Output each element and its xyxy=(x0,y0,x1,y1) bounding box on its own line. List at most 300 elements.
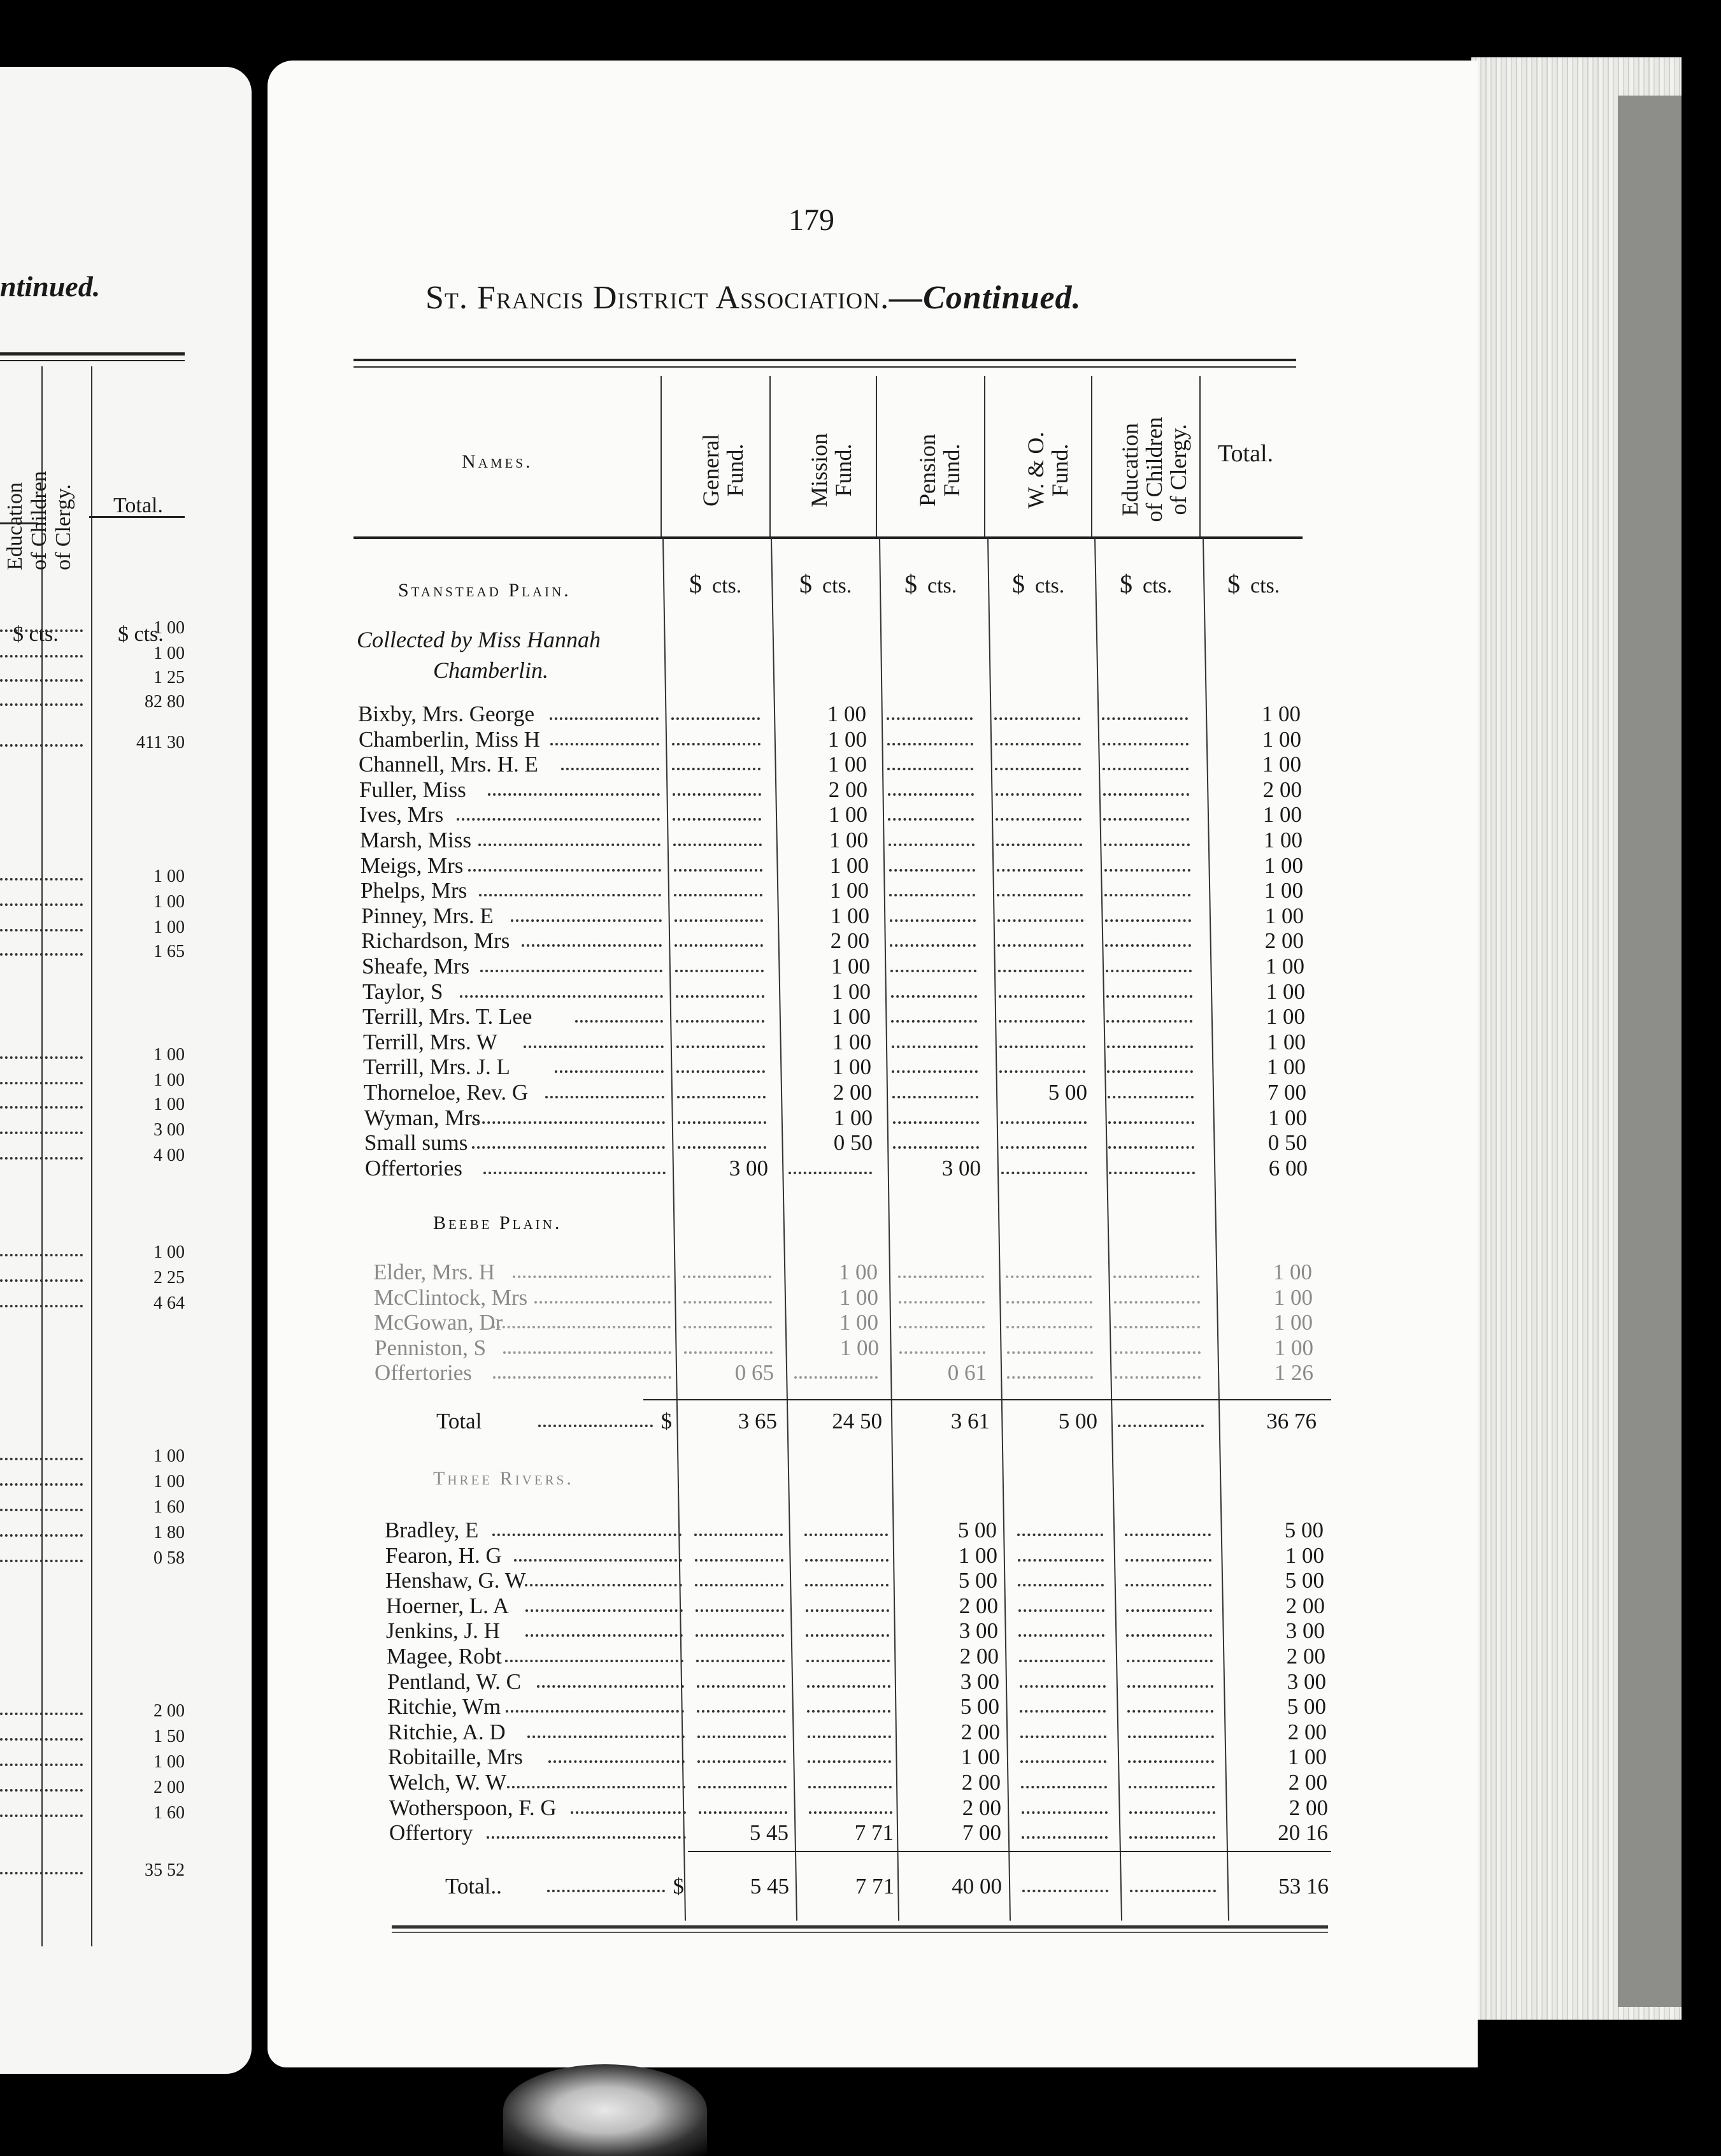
empty-cell-dots xyxy=(893,1106,979,1124)
empty-cell-dots xyxy=(1018,1569,1104,1586)
edu-header-line-2: of Children xyxy=(1141,417,1167,522)
empty-cell-dots xyxy=(889,828,975,846)
dot-leader xyxy=(511,904,662,922)
total-cell-total: 36 76 xyxy=(1266,1409,1317,1434)
empty-cell-dots xyxy=(891,1005,977,1023)
pension-fund-header xyxy=(915,406,964,534)
cents-label: cts. xyxy=(1250,574,1280,598)
empty-cell-dots xyxy=(996,778,1082,796)
dot-leader xyxy=(478,828,661,846)
empty-cell-dots xyxy=(1125,1544,1211,1562)
table-row xyxy=(0,828,1721,852)
empty-cell-dots xyxy=(1127,1670,1213,1688)
header-top-rule xyxy=(353,359,1296,361)
dot-leader xyxy=(492,1518,682,1536)
empty-cell-dots xyxy=(1017,1518,1103,1536)
empty-cell-dots xyxy=(673,778,761,796)
empty-cell-dots xyxy=(1103,752,1189,770)
table-row xyxy=(0,1005,1721,1029)
total-dollar-sign: $ xyxy=(673,1874,684,1899)
cell-total: 1 00 xyxy=(1266,1029,1306,1054)
table-row xyxy=(0,1055,1721,1079)
contributor-name: Ritchie, Wm xyxy=(387,1695,501,1720)
cell-mission: 1 00 xyxy=(827,726,867,752)
cell-pension: 5 00 xyxy=(957,1518,997,1542)
dot-leader xyxy=(503,1336,671,1354)
dot-leader xyxy=(488,778,660,796)
empty-cell-dots xyxy=(1108,1081,1194,1098)
empty-cell-dots xyxy=(1129,1796,1215,1814)
table-row xyxy=(0,1745,1721,1769)
empty-cell-dots xyxy=(675,904,763,922)
empty-cell-dots xyxy=(889,854,975,872)
section-total-row xyxy=(0,1874,1721,1899)
currency-label-pension xyxy=(904,569,957,599)
left-page-value: 411 30 xyxy=(136,733,185,752)
cell-total: 2 00 xyxy=(1285,1593,1325,1618)
table-row xyxy=(0,1260,1721,1284)
empty-cell-dots xyxy=(1108,1131,1194,1149)
table-row xyxy=(0,1720,1721,1744)
empty-cell-dots xyxy=(675,929,763,947)
empty-cell-dots xyxy=(1106,1005,1192,1023)
empty-cell-dots xyxy=(698,1771,787,1788)
cell-mission: 1 00 xyxy=(831,979,871,1004)
empty-cell-dots xyxy=(1114,1286,1200,1304)
empty-cell-dots xyxy=(809,1796,892,1814)
section-title-beebe: Beebe Plain. xyxy=(433,1212,562,1233)
table-row xyxy=(0,854,1721,878)
empty-cell-dots xyxy=(1006,1260,1092,1278)
currency-label-total xyxy=(1227,569,1280,599)
contributor-name: Ritchie, A. D xyxy=(388,1720,506,1744)
empty-cell-dots xyxy=(1128,1745,1214,1763)
cell-mission: 1 00 xyxy=(832,1054,871,1080)
left-page-value: 1 00 xyxy=(154,1045,185,1065)
pension-header-line-1: Pension xyxy=(915,434,940,507)
cell-total: 1 00 xyxy=(1264,878,1303,903)
dollar-sign: $ xyxy=(799,570,812,598)
empty-cell-dots xyxy=(887,752,973,770)
empty-cell-dots xyxy=(890,954,976,972)
empty-cell-dots xyxy=(890,904,976,922)
section-rule xyxy=(688,1851,1331,1852)
empty-cell-dots xyxy=(1006,1311,1092,1328)
contributor-name: Marsh, Miss xyxy=(360,828,472,852)
left-page-rule-thin xyxy=(0,360,185,361)
table-row xyxy=(0,1286,1721,1310)
education-fund-header xyxy=(1118,393,1190,546)
left-page-value: 1 00 xyxy=(154,1242,185,1262)
dollar-sign: $ xyxy=(904,570,917,598)
currency-label-general xyxy=(689,569,741,599)
empty-cell-dots xyxy=(888,803,974,821)
contributor-name: Offertories xyxy=(365,1156,462,1181)
contributor-name: Jenkins, J. H xyxy=(386,1619,500,1644)
total-cell-wo: 5 00 xyxy=(1058,1409,1097,1434)
empty-cell-dots xyxy=(683,1311,772,1328)
contributor-name: Penniston, S xyxy=(375,1335,487,1360)
left-page-value: 2 25 xyxy=(154,1268,185,1288)
table-row xyxy=(0,954,1721,979)
edu-header-line-1: Education xyxy=(1117,423,1143,516)
total-label: Total.. xyxy=(445,1874,502,1899)
collector-line-1: Collected by Miss Hannah xyxy=(357,627,601,652)
contributor-name: McClintock, Mrs xyxy=(374,1285,528,1310)
dot-leader xyxy=(561,752,660,770)
cell-total: 1 00 xyxy=(1265,954,1304,979)
table-row xyxy=(0,702,1721,726)
dollar-sign: $ xyxy=(1120,570,1132,598)
empty-cell-dots xyxy=(696,1619,784,1637)
cell-pension: 2 00 xyxy=(962,1795,1001,1820)
table-row xyxy=(0,1644,1721,1669)
currency-label-wo xyxy=(1012,569,1064,599)
dot-leader xyxy=(493,1361,672,1379)
contributor-name: Bixby, Mrs. George xyxy=(358,702,535,726)
dot-leader xyxy=(550,728,659,745)
pension-header-line-2: Fund. xyxy=(939,443,964,497)
empty-cell-dots xyxy=(676,980,764,998)
cell-total: 1 00 xyxy=(1268,1105,1307,1130)
contributor-name: Elder, Mrs. H xyxy=(373,1260,496,1284)
empty-cell-dots xyxy=(683,1260,771,1278)
total-label: Total xyxy=(436,1409,482,1434)
empty-cell-dots xyxy=(1115,1361,1201,1379)
cell-total: 1 00 xyxy=(1273,1310,1313,1335)
cell-pension: 3 00 xyxy=(959,1618,998,1644)
cell-mission: 1 00 xyxy=(829,878,869,903)
cell-total: 1 00 xyxy=(1266,1054,1306,1080)
dot-leader xyxy=(538,1409,653,1427)
empty-cell-dots xyxy=(677,1081,766,1098)
table-row xyxy=(0,1030,1721,1054)
cell-total: 2 00 xyxy=(1288,1770,1327,1795)
empty-cell-dots xyxy=(1104,854,1190,872)
left-page-value: 1 00 xyxy=(154,1095,185,1114)
left-page-value: 82 80 xyxy=(145,692,185,712)
empty-cell-dots xyxy=(1022,1874,1108,1892)
dot-leader xyxy=(537,1670,684,1688)
contributor-name: Henshaw, G. W xyxy=(385,1569,526,1593)
left-page-value: 1 00 xyxy=(154,1446,185,1466)
section-rule xyxy=(643,1399,1331,1400)
table-row xyxy=(0,1544,1721,1568)
left-page-dot-leader xyxy=(0,1509,83,1511)
dot-leader xyxy=(468,854,661,872)
cell-total: 1 00 xyxy=(1273,1260,1312,1284)
empty-cell-dots xyxy=(1108,1106,1194,1124)
table-row xyxy=(0,1081,1721,1105)
dot-leader xyxy=(479,879,662,896)
empty-cell-dots xyxy=(892,1081,978,1098)
left-page-value: 1 65 xyxy=(154,942,185,961)
contributor-name: Magee, Robt xyxy=(387,1644,502,1669)
empty-cell-dots xyxy=(674,879,762,896)
page-title xyxy=(425,279,1082,317)
empty-cell-dots xyxy=(806,1594,889,1612)
cell-total: 1 00 xyxy=(1262,726,1301,752)
empty-cell-dots xyxy=(676,1055,765,1073)
cell-total: 5 00 xyxy=(1287,1694,1326,1720)
contributor-name: Welch, W. W xyxy=(389,1771,507,1795)
empty-cell-dots xyxy=(676,1030,765,1048)
cell-mission: 1 00 xyxy=(829,828,868,852)
empty-cell-dots xyxy=(672,752,761,770)
left-page-value: 0 58 xyxy=(154,1548,185,1568)
contributor-name: Pentland, W. C xyxy=(387,1669,522,1694)
empty-cell-dots xyxy=(808,1745,891,1763)
empty-cell-dots xyxy=(1020,1670,1106,1688)
contributor-name: Thorneloe, Rev. G xyxy=(364,1081,529,1105)
empty-cell-dots xyxy=(675,954,764,972)
table-row xyxy=(0,1619,1721,1643)
empty-cell-dots xyxy=(1103,728,1189,745)
empty-cell-dots xyxy=(994,702,1080,720)
empty-cell-dots xyxy=(807,1695,890,1713)
empty-cell-dots xyxy=(1118,1409,1204,1427)
empty-cell-dots xyxy=(1022,1821,1108,1839)
table-bottom-rule xyxy=(392,1925,1328,1929)
contributor-name: Taylor, S xyxy=(362,979,443,1004)
scan-smudge xyxy=(503,2064,707,2156)
left-page-value: 1 00 xyxy=(154,1070,185,1090)
cell-pension: 5 00 xyxy=(960,1694,999,1720)
mission-header-line-1: Mission xyxy=(806,433,832,508)
dot-leader xyxy=(527,1720,685,1738)
table-row xyxy=(0,803,1721,827)
empty-cell-dots xyxy=(1126,1594,1212,1612)
header-column-line xyxy=(661,376,662,536)
contributor-name: Bradley, E xyxy=(385,1518,479,1542)
page-number: 179 xyxy=(789,203,834,237)
contributor-name: Fuller, Miss xyxy=(359,777,466,802)
header-column-line xyxy=(876,376,877,536)
dot-leader xyxy=(525,1594,683,1612)
empty-cell-dots xyxy=(898,1260,984,1278)
table-row xyxy=(0,1594,1721,1618)
cell-mission: 1 00 xyxy=(839,1335,879,1360)
cell-pension: 0 61 xyxy=(947,1360,987,1386)
empty-cell-dots xyxy=(1106,980,1192,998)
empty-cell-dots xyxy=(889,879,975,896)
table-row xyxy=(0,980,1721,1004)
dot-leader xyxy=(525,1619,683,1637)
cents-label: cts. xyxy=(1035,574,1065,598)
empty-cell-dots xyxy=(999,980,1085,998)
total-cell-general: 3 65 xyxy=(738,1409,777,1434)
left-page-dot-leader xyxy=(0,1458,83,1460)
empty-cell-dots xyxy=(999,1030,1085,1048)
left-page-dot-leader xyxy=(0,1483,83,1486)
empty-cell-dots xyxy=(1001,1156,1087,1174)
cell-total: 2 00 xyxy=(1264,928,1304,954)
empty-cell-dots xyxy=(996,828,1082,846)
cell-mission: 1 00 xyxy=(831,1004,871,1030)
contributor-name: Ives, Mrs xyxy=(359,803,444,828)
wo-header-line-2: Fund. xyxy=(1047,443,1073,497)
cell-mission: 1 00 xyxy=(839,1284,878,1310)
cell-pension: 2 00 xyxy=(959,1644,999,1669)
left-page-value: 4 64 xyxy=(154,1293,185,1313)
empty-cell-dots xyxy=(789,1156,872,1174)
cell-general: 0 65 xyxy=(734,1360,774,1386)
cell-total: 2 00 xyxy=(1289,1795,1328,1820)
cents-label: cts. xyxy=(927,574,957,598)
left-page-value: 1 00 xyxy=(154,643,185,663)
contributor-name: Offertories xyxy=(375,1361,472,1386)
cell-pension: 3 00 xyxy=(960,1669,999,1694)
dot-leader xyxy=(525,1569,683,1586)
left-page-dot-leader xyxy=(0,629,83,632)
left-page-value: 1 60 xyxy=(154,1497,185,1517)
cell-total: 2 00 xyxy=(1287,1719,1327,1744)
cell-pension: 1 00 xyxy=(958,1542,997,1568)
left-page-value: 3 00 xyxy=(154,1120,185,1140)
empty-cell-dots xyxy=(1113,1260,1199,1278)
wo-header-line-1: W. & O. xyxy=(1023,431,1048,509)
dot-leader xyxy=(487,1821,687,1839)
left-page-currency: $ cts. xyxy=(13,622,59,646)
contributor-name: Terrill, Mrs. T. Lee xyxy=(362,1005,532,1030)
contributor-name: Robitaille, Mrs xyxy=(388,1745,523,1770)
cell-pension: 2 00 xyxy=(959,1593,998,1618)
cell-total: 7 00 xyxy=(1267,1080,1306,1105)
empty-cell-dots xyxy=(997,929,1083,947)
empty-cell-dots xyxy=(998,954,1084,972)
left-page-rule xyxy=(0,352,185,356)
left-page-value: 1 00 xyxy=(154,866,185,886)
empty-cell-dots xyxy=(1109,1156,1195,1174)
cell-total: 1 00 xyxy=(1263,828,1303,852)
left-edu-line-3: of Clergy. xyxy=(52,484,75,570)
contributor-name: Pinney, Mrs. E xyxy=(361,903,494,928)
empty-cell-dots xyxy=(1114,1311,1200,1328)
empty-cell-dots xyxy=(1022,1796,1108,1814)
dot-leader xyxy=(514,1544,682,1562)
cell-total: 20 16 xyxy=(1278,1820,1328,1846)
dot-leader xyxy=(483,1156,666,1174)
cents-label: cts. xyxy=(822,574,852,598)
contributor-name: Small sums xyxy=(364,1131,468,1156)
cell-pension: 7 00 xyxy=(962,1820,1001,1846)
empty-cell-dots xyxy=(1105,904,1191,922)
empty-cell-dots xyxy=(1020,1720,1106,1738)
mission-fund-header xyxy=(807,406,855,534)
contributor-name: Meigs, Mrs xyxy=(361,853,464,878)
cell-mission: 1 00 xyxy=(828,802,868,828)
empty-cell-dots xyxy=(995,752,1081,770)
cell-mission: 1 00 xyxy=(827,701,866,726)
left-page-value: 1 50 xyxy=(154,1727,185,1746)
collector-note xyxy=(357,624,601,686)
left-page-value: 1 60 xyxy=(154,1803,185,1823)
empty-cell-dots xyxy=(673,803,761,821)
table-row xyxy=(0,1670,1721,1694)
header-column-line xyxy=(984,376,985,536)
total-header: Total. xyxy=(1218,440,1274,467)
cell-total: 1 00 xyxy=(1287,1744,1327,1770)
empty-cell-dots xyxy=(996,803,1082,821)
empty-cell-dots xyxy=(1104,828,1190,846)
general-fund-header xyxy=(699,406,747,534)
cell-mission: 1 00 xyxy=(832,1029,871,1054)
empty-cell-dots xyxy=(899,1311,985,1328)
empty-cell-dots xyxy=(673,828,762,846)
cell-total: 3 00 xyxy=(1287,1669,1326,1694)
wo-fund-header xyxy=(1024,406,1072,534)
left-page-dot-leader xyxy=(0,1254,83,1256)
cell-mission: 1 00 xyxy=(838,1260,878,1284)
dot-leader xyxy=(522,929,662,947)
cell-total: 1 00 xyxy=(1266,979,1305,1004)
contributor-name: Chamberlin, Miss H xyxy=(359,727,540,752)
empty-cell-dots xyxy=(1019,1644,1105,1662)
empty-cell-dots xyxy=(806,1644,890,1662)
empty-cell-dots xyxy=(899,1336,985,1354)
header-top-rule-thin xyxy=(353,366,1296,368)
cell-mission: 1 00 xyxy=(839,1310,878,1335)
header-column-line xyxy=(1091,376,1092,536)
cell-total: 0 50 xyxy=(1268,1130,1307,1156)
empty-cell-dots xyxy=(887,702,973,720)
empty-cell-dots xyxy=(678,1131,766,1149)
table-row xyxy=(0,1361,1721,1385)
table-row xyxy=(0,752,1721,777)
dot-leader xyxy=(550,702,659,720)
left-edu-line-2: of Children xyxy=(27,471,51,570)
cell-total: 1 00 xyxy=(1285,1542,1324,1568)
table-row xyxy=(0,879,1721,903)
empty-cell-dots xyxy=(684,1336,773,1354)
cell-total: 1 26 xyxy=(1274,1360,1313,1386)
total-dollar-sign: $ xyxy=(661,1409,672,1434)
table-row xyxy=(0,1771,1721,1795)
empty-cell-dots xyxy=(699,1796,787,1814)
left-page-value: 2 00 xyxy=(154,1701,185,1721)
contributor-name: Wyman, Mrs xyxy=(364,1105,481,1130)
total-cell-pension: 3 61 xyxy=(950,1409,990,1434)
empty-cell-dots xyxy=(887,728,973,745)
cell-total: 1 00 xyxy=(1264,852,1303,878)
left-page-value: 1 00 xyxy=(154,618,185,638)
left-page-value: 2 00 xyxy=(154,1778,185,1797)
dot-leader xyxy=(457,803,661,821)
dollar-sign: $ xyxy=(1012,570,1025,598)
dot-leader xyxy=(534,1286,671,1304)
left-page-value: 1 80 xyxy=(154,1523,185,1542)
empty-cell-dots xyxy=(697,1720,786,1738)
cell-pension: 5 00 xyxy=(958,1568,997,1593)
left-page-value: 1 00 xyxy=(154,917,185,937)
table-row xyxy=(0,1695,1721,1719)
cell-mission: 2 00 xyxy=(828,777,868,802)
total-cell-mission: 7 71 xyxy=(855,1874,894,1899)
empty-cell-dots xyxy=(794,1361,878,1379)
empty-cell-dots xyxy=(1103,778,1189,796)
table-bottom-rule-thin xyxy=(392,1932,1328,1933)
cell-mission: 7 71 xyxy=(854,1820,894,1846)
cell-total: 1 00 xyxy=(1273,1284,1313,1310)
empty-cell-dots xyxy=(808,1720,891,1738)
cell-mission: 1 00 xyxy=(830,903,869,928)
contributor-name: Offertory xyxy=(389,1821,473,1846)
mission-header-line-2: Fund. xyxy=(831,443,856,497)
empty-cell-dots xyxy=(1104,879,1190,896)
empty-cell-dots xyxy=(1115,1336,1201,1354)
header-column-line xyxy=(1199,376,1201,536)
empty-cell-dots xyxy=(697,1695,785,1713)
